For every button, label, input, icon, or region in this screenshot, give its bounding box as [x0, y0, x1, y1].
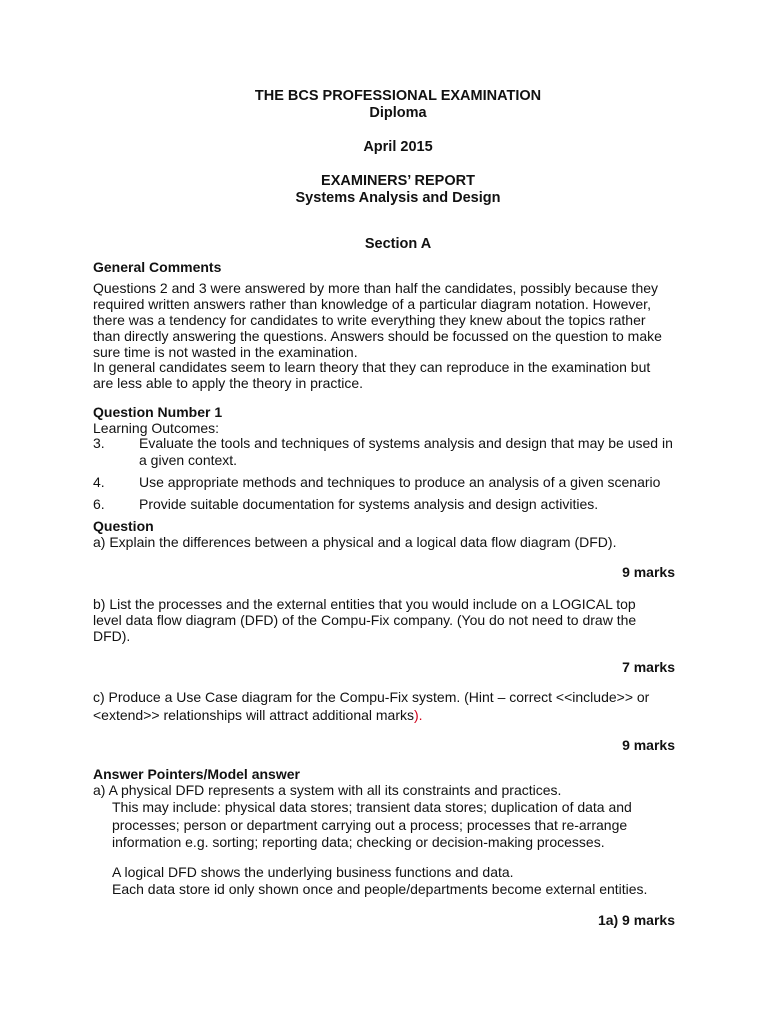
- answer-line: A logical DFD shows the underlying business functions and data.: [112, 864, 514, 880]
- answer-line: Each data store id only shown once and people/departments become external entities.: [112, 881, 648, 897]
- exam-level: Diploma: [369, 105, 427, 121]
- general-line: than directly answering the questions. Answers should be focussed on the question to make: [93, 328, 662, 344]
- outcome-text: Evaluate the tools and techniques of systems analysis and design that may be used in a given context.: [139, 435, 673, 468]
- general-line: are less able to apply the theory in practice.: [93, 375, 364, 391]
- question-a-marks: 9 marks: [622, 564, 675, 580]
- general-comments-heading: General Comments: [93, 259, 222, 275]
- question-c-text: <extend>> relationships will attract additional marks: [93, 707, 415, 723]
- report-title: EXAMINERS’ REPORT: [321, 173, 475, 189]
- answer-line: information e.g. sorting; reporting data; checking or decision-making processes.: [112, 834, 605, 850]
- learning-outcome-item: [93, 435, 693, 469]
- outcome-text: Use appropriate methods and techniques to produce an analysis of a given scenario: [139, 474, 661, 490]
- section-title: Section A: [364, 236, 432, 252]
- question-b-marks: 7 marks: [622, 659, 675, 675]
- subject-title: Systems Analysis and Design: [295, 190, 501, 206]
- question-c-marks: 9 marks: [622, 737, 675, 753]
- general-line: In general candidates seem to learn theory that they can reproduce in the examination but: [93, 359, 651, 375]
- question-c-line: c) Produce a Use Case diagram for the Compu-Fix system. (Hint – correct <<include>> or: [93, 689, 650, 705]
- exam-title: THE BCS PROFESSIONAL EXAMINATION: [254, 88, 542, 104]
- question-number-heading: Question Number 1: [93, 404, 223, 420]
- general-line: Questions 2 and 3 were answered by more than half the candidates, possibly because they: [93, 280, 659, 296]
- question-label: Question: [93, 518, 154, 534]
- general-line: there was a tendency for candidates to write everything they knew about the topics rather: [93, 312, 646, 328]
- exam-date: April 2015: [363, 139, 433, 155]
- outcome-number: 6.: [93, 496, 105, 512]
- answer-a-marks: 1a) 9 marks: [597, 912, 675, 928]
- answer-line: This may include: physical data stores; transient data stores; duplication of data and: [112, 799, 632, 815]
- question-b-line: DFD).: [93, 628, 131, 644]
- question-c-red-bracket: ).: [414, 707, 423, 723]
- general-line: required written answers rather than knowledge of a particular diagram notation. However,: [93, 296, 651, 312]
- learning-outcome-item: [93, 496, 693, 513]
- answer-line: processes; person or department carrying out a process; processes that re-arrange: [112, 817, 628, 833]
- question-a-text: a) Explain the differences between a physical and a logical data flow diagram (DFD).: [93, 534, 617, 550]
- outcome-text: Provide suitable documentation for systems analysis and design activities.: [139, 496, 599, 512]
- answer-heading: Answer Pointers/Model answer: [93, 766, 300, 782]
- learning-outcome-item: [93, 474, 693, 491]
- outcome-number: 4.: [93, 474, 105, 490]
- outcome-number: 3.: [93, 435, 105, 451]
- question-c-line: [93, 707, 688, 724]
- learning-outcomes-label: Learning Outcomes:: [93, 420, 220, 436]
- question-b-line: level data flow diagram (DFD) of the Compu-Fix company. (You do not need to draw the: [93, 612, 637, 628]
- general-line: sure time is not wasted in the examination.: [93, 344, 358, 360]
- question-b-line: b) List the processes and the external entities that you would include on a LOGICAL top: [93, 596, 636, 612]
- answer-line: a) A physical DFD represents a system with all its constraints and practices.: [93, 782, 562, 798]
